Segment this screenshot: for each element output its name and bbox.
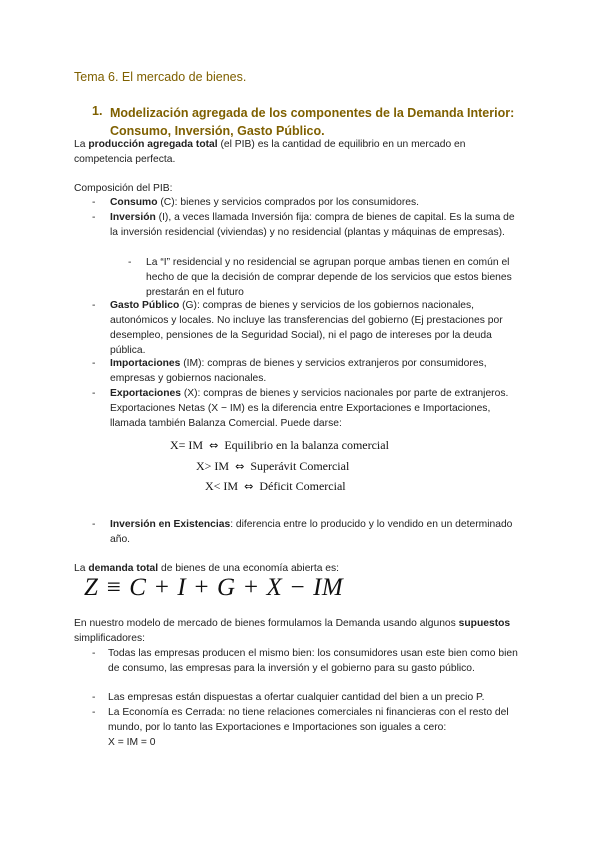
equivalence-arrow-icon: ⇔ (209, 439, 219, 452)
balanza-cond: X> IM (196, 459, 230, 473)
zero-equation: X = IM = 0 (108, 737, 156, 748)
item-gasto-text: (G): compras de bienes y servicios de los gobiernos nacionales, autonómicos y locales. No incluye las transferencias del gobierno (Ej prestaciones por desempleo, pensiones de la Seguridad Social), ni el pago de intereses por la deuda pública. (110, 300, 503, 356)
section-number: 1. (92, 104, 103, 118)
item-exportaciones-text: (X): compras de bienes y servicios nacionales por parte de extranjeros. Exportaciones Netas (X − IM) es la diferencia entre Exportaciones e Importaciones, llamada también Balanza Comercial. Puede darse: (110, 388, 509, 429)
item-inversion-term: Inversión (110, 212, 156, 223)
bullet-dash: - (92, 212, 96, 223)
item-importaciones (110, 356, 530, 386)
item-consumo (110, 195, 530, 210)
demanda-pre: La (74, 563, 89, 574)
item-existencias-text: : diferencia entre lo producido y lo vendido en un determinado año. (110, 519, 513, 545)
balanza-result: Déficit Comercial (259, 479, 346, 493)
intro-pre: La (74, 139, 89, 150)
item-exportaciones (110, 386, 522, 431)
item-inversion-text: (I), a veces llamada Inversión fija: compra de bienes de capital. Es la suma de la inversión residencial (viviendas) y no residencial (plantas y máquinas de empresas). (110, 212, 515, 238)
bullet-dash: - (92, 358, 96, 369)
item-gasto (110, 298, 522, 358)
item-importaciones-term: Importaciones (110, 358, 181, 369)
equivalence-arrow-icon: ⇔ (235, 460, 245, 473)
modelo-pre: En nuestro modelo de mercado de bienes formulamos la Demanda usando algunos (74, 618, 459, 629)
item-consumo-text: (C): bienes y servicios comprados por los consumidores. (157, 197, 420, 208)
bullet-dash: - (92, 648, 96, 659)
modelo-bold: supuestos (458, 618, 511, 629)
item-inversion (110, 210, 520, 240)
item-existencias-term: Inversión en Existencias (110, 519, 231, 530)
modelo-paragraph (74, 616, 514, 646)
document-title: Tema 6. El mercado de bienes. (74, 70, 247, 84)
balanza-deficit (205, 479, 346, 494)
balanza-cond: X= IM (170, 438, 204, 452)
composicion-label: Composición del PIB: (74, 183, 173, 194)
balanza-equilibrio (170, 438, 389, 453)
bullet-dash: - (92, 707, 96, 718)
balanza-result: Superávit Comercial (250, 459, 350, 473)
bullet-dash: - (92, 388, 96, 399)
demand-equation: Z ≡ C + I + G + X − IM (84, 574, 344, 601)
demanda-post: de bienes de una economía abierta es: (158, 563, 340, 574)
intro-paragraph (74, 137, 514, 167)
supuesto-item: Las empresas están dispuestas a ofertar cualquier cantidad del bien a un precio P. (108, 692, 485, 703)
intro-post: (el PIB) es la cantidad de equilibrio en un mercado en competencia perfecta. (74, 139, 466, 165)
demanda-bold: demanda total (88, 563, 159, 574)
balanza-superavit (196, 459, 349, 474)
intro-bold: producción agregada total (88, 139, 218, 150)
item-consumo-term: Consumo (110, 197, 158, 208)
section-heading: Modelización agregada de los componentes de la Demanda Interior: Consumo, Inversión, Gasto Público. (110, 106, 515, 138)
item-importaciones-text: (IM): compras de bienes y servicios extranjeros por consumidores, empresas y gobiernos nacionales. (110, 358, 487, 384)
bullet-dash: - (92, 300, 96, 311)
bullet-dash: - (92, 692, 96, 703)
supuesto-item: La Economía es Cerrada: no tiene relaciones comerciales ni financieras con el resto del mundo, por lo tanto las Exportaciones e Importaciones son iguales a cero: (108, 707, 509, 733)
bullet-dash: - (128, 257, 132, 268)
item-inversion-sub: La “I” residencial y no residencial se agrupan porque ambas tienen en común el hecho de que la decisión de comprar depende de los servicios que estos bienes prestarán en el futuro (146, 257, 512, 298)
bullet-dash: - (92, 519, 96, 530)
item-existencias (110, 517, 520, 547)
item-gasto-term: Gasto Público (110, 300, 180, 311)
balanza-result: Equilibrio en la balanza comercial (224, 438, 389, 452)
item-exportaciones-term: Exportaciones (110, 388, 181, 399)
equivalence-arrow-icon: ⇔ (244, 480, 254, 493)
modelo-post: simplificadores: (74, 633, 145, 644)
balanza-cond: X< IM (205, 479, 239, 493)
bullet-dash: - (92, 197, 96, 208)
supuesto-item: Todas las empresas producen el mismo bien: los consumidores usan este bien como bien de consumo, las empresas para la inversión y el gobierno para su gasto público. (108, 648, 518, 674)
